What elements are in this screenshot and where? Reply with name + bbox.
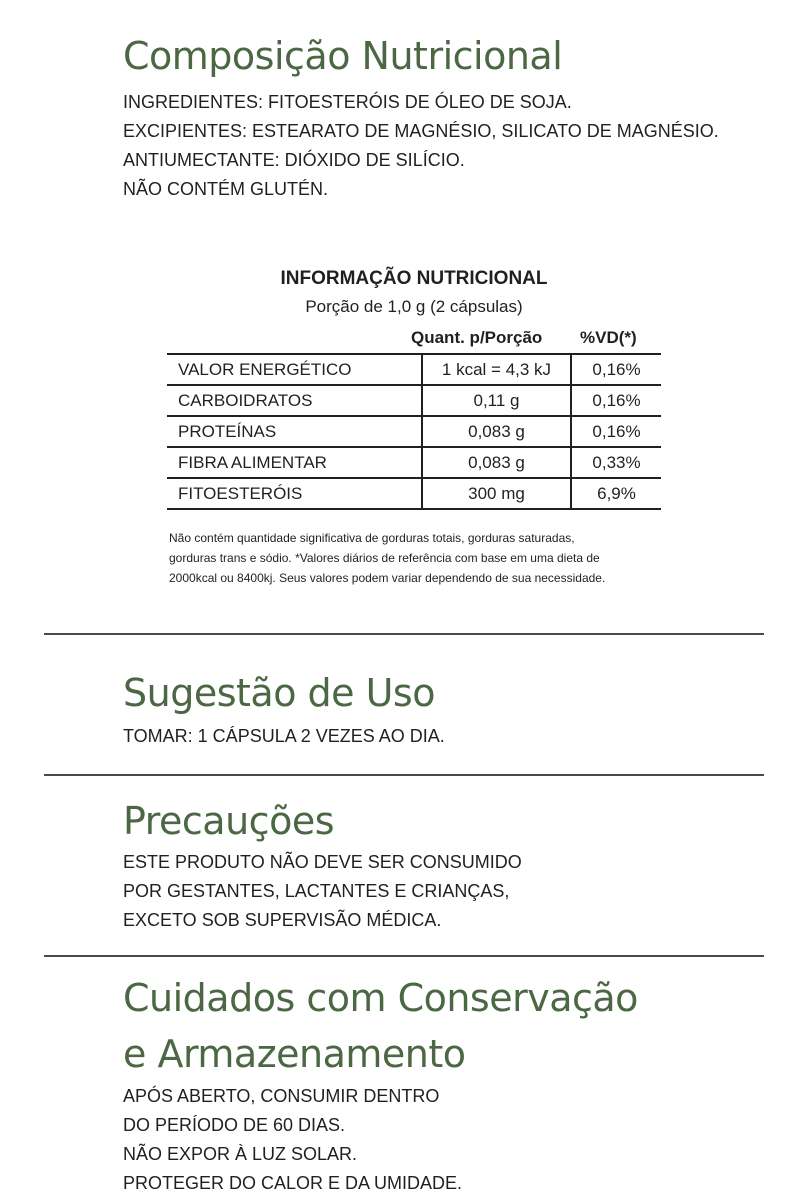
nutrient-vd: 0,16%	[571, 416, 661, 447]
precaution-line: POR GESTANTES, LACTANTES E CRIANÇAS,	[123, 881, 510, 901]
nutrient-name: FITOESTERÓIS	[167, 478, 422, 509]
excipients-line: EXCIPIENTES: ESTEARATO DE MAGNÉSIO, SILICATO DE MAGNÉSIO.	[123, 121, 719, 141]
table-row	[167, 447, 661, 478]
nutrient-quantity: 0,083 g	[422, 416, 571, 447]
nutrient-name: PROTEÍNAS	[167, 416, 422, 447]
precautions-title: Precauções	[123, 799, 334, 843]
table-row	[167, 385, 661, 416]
section-divider	[44, 633, 764, 635]
section-divider	[44, 774, 764, 776]
nutrition-footnote	[169, 528, 669, 588]
nutrient-vd: 0,16%	[571, 354, 661, 385]
storage-line: APÓS ABERTO, CONSUMIR DENTRO	[123, 1086, 440, 1106]
precaution-line: ESTE PRODUTO NÃO DEVE SER CONSUMIDO	[123, 852, 522, 872]
storage-title-line-2: e Armazenamento	[123, 1032, 466, 1076]
nutrient-vd: 0,16%	[571, 385, 661, 416]
footnote-line: 2000kcal ou 8400kj. Seus valores podem variar dependendo de sua necessidade.	[169, 571, 606, 585]
table-row	[167, 416, 661, 447]
section-divider	[44, 955, 764, 957]
nutrient-name: CARBOIDRATOS	[167, 385, 422, 416]
usage-text	[123, 722, 445, 751]
gluten-line: NÃO CONTÉM GLUTÉN.	[123, 179, 329, 199]
ingredients-line: INGREDIENTES: FITOESTERÓIS DE ÓLEO DE SOJA.	[123, 92, 572, 112]
storage-line: NÃO EXPOR À LUZ SOLAR.	[123, 1144, 358, 1164]
usage-line: TOMAR: 1 CÁPSULA 2 VEZES AO DIA.	[123, 726, 445, 746]
table-row	[167, 354, 661, 385]
anti-humectant-line: ANTIUMECTANTE: DIÓXIDO DE SILÍCIO.	[123, 150, 465, 170]
storage-line: DO PERÍODO DE 60 DIAS.	[123, 1115, 346, 1135]
nutrient-quantity: 300 mg	[422, 478, 571, 509]
footnote-line: Não contém quantidade significativa de gorduras totais, gorduras saturadas,	[169, 531, 575, 545]
nutrient-name: FIBRA ALIMENTAR	[167, 447, 422, 478]
nutrient-vd: 0,33%	[571, 447, 661, 478]
nutrient-name: VALOR ENERGÉTICO	[167, 354, 422, 385]
vd-column-header: %VD(*)	[580, 328, 637, 347]
nutrient-quantity: 0,083 g	[422, 447, 571, 478]
nutrient-quantity: 1 kcal = 4,3 kJ	[422, 354, 571, 385]
footnote-line: gorduras trans e sódio. *Valores diários de referência com base em uma dieta de	[169, 551, 600, 565]
usage-title: Sugestão de Uso	[123, 671, 435, 715]
precaution-line: EXCETO SOB SUPERVISÃO MÉDICA.	[123, 910, 442, 930]
storage-text	[123, 1082, 462, 1198]
nutrient-vd: 6,9%	[571, 478, 661, 509]
table-row	[167, 478, 661, 509]
composition-text	[123, 88, 719, 204]
nutrition-portion: Porção de 1,0 g (2 cápsulas)	[305, 297, 523, 316]
storage-title-line-1: Cuidados com Conservação	[123, 976, 638, 1020]
quantity-column-header: Quant. p/Porção	[411, 328, 543, 347]
composition-title: Composição Nutricional	[123, 34, 563, 78]
nutrition-table	[167, 353, 661, 510]
storage-line: PROTEGER DO CALOR E DA UMIDADE.	[123, 1173, 463, 1193]
precautions-text	[123, 848, 522, 935]
nutrient-quantity: 0,11 g	[422, 385, 571, 416]
nutrition-title: INFORMAÇÃO NUTRICIONAL	[280, 268, 548, 289]
